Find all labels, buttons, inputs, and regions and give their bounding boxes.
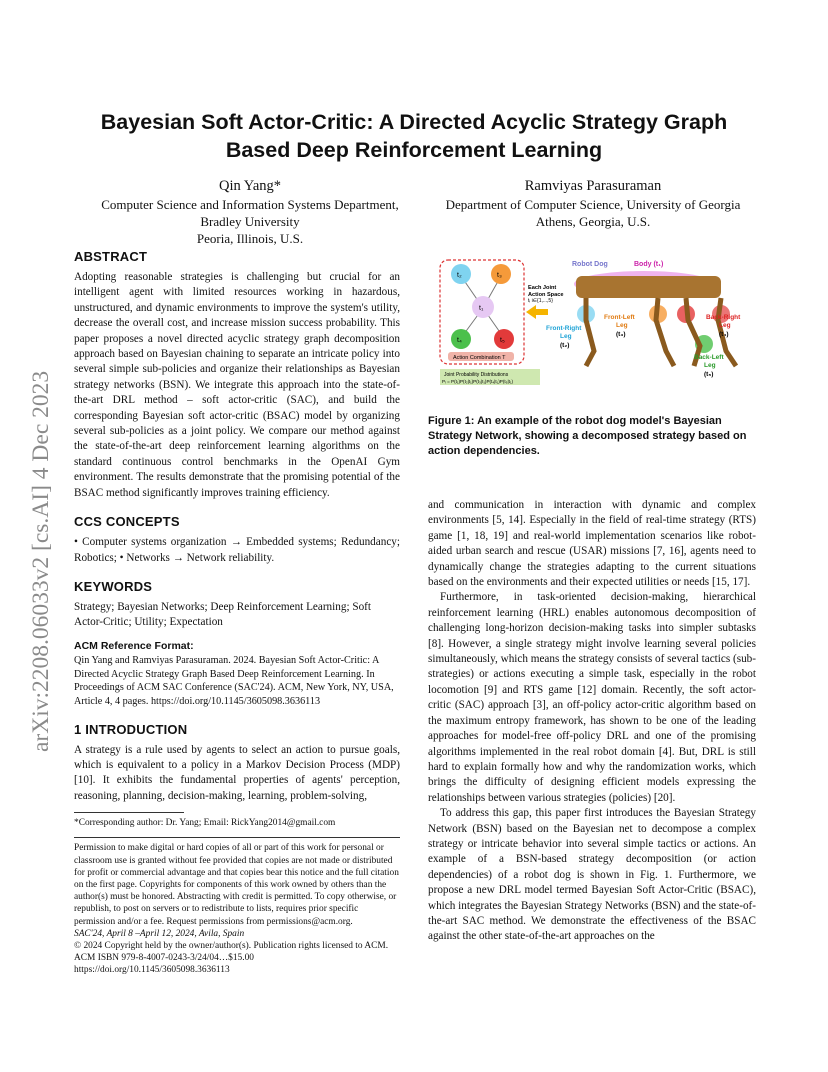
back-right-leg-label: Leg bbox=[719, 322, 731, 329]
right-paragraph-1: and communication in interaction with dynamic and complex environments [5, 14]. Especially in the field of real-time strategy (RTS) game [1, 18, 19] and real-world implementation scenarios like robot-aided urban search and rescue (USAR) missions [7, 16], agents need to dynamically change the strategies adapting to the current situations based on the environments and their expected utilities or needs [15, 17]. bbox=[428, 499, 756, 589]
right-column bbox=[428, 498, 756, 945]
doi: https://doi.org/10.1145/3605098.3636113 bbox=[74, 965, 230, 976]
abstract-text: Adopting reasonable strategies is challenging but crucial for an intelligent agent with limited resources working in hazardous, unstructured, and dynamic environments to improve the system's utility, decrease the overall cost, and increase mission success probability. This paper proposes a novel directed acyclic strategy graph decomposition approach based on Bayesian chaining to separate an intricate policy into several simple sub-policies and organize their relationships as Bayesian strategy networks (BSN). We integrate this approach into the state-of-the-art DRL method – soft actor-critic (SAC), and build the corresponding Bayesian soft actor-critic (BSAC) model by organizing several sub-policies as a joint policy. We compare our method against the state-of-the-art deep reinforcement learning algorithms on the standard continuous control benchmarks in the OpenAI Gym environment. The results demonstrate that the promising potential of the BSAC method significantly improves training efficiency. bbox=[74, 271, 400, 499]
author-2-name: Ramviyas Parasuraman bbox=[524, 178, 662, 194]
keywords-heading: KEYWORDS bbox=[74, 578, 153, 594]
copyright: © 2024 Copyright held by the owner/author(s). Publication rights licensed to ACM. bbox=[74, 940, 389, 951]
joint-prob-formula: Pᵢ = P(t₁)P(t₂|t₁)P(t₃|t₁)P(t₄|t₁)P(t₅|t₁) bbox=[442, 379, 514, 384]
figure-1-graphic bbox=[436, 256, 746, 386]
front-left-t-label: (t₃) bbox=[616, 331, 626, 338]
permission-rule bbox=[74, 837, 400, 838]
front-right-label: Front-Right bbox=[546, 325, 582, 332]
front-left-leg-label: Leg bbox=[616, 322, 628, 329]
action-space-sub: tᵢ i∈{1,...,5} bbox=[528, 298, 553, 304]
robot-dog-label: Robot Dog bbox=[572, 261, 608, 268]
arrow-icon bbox=[526, 305, 548, 319]
node-t3-label: t₃ bbox=[497, 272, 502, 279]
joint-prob-label: Joint Probability Distributions bbox=[444, 372, 509, 378]
leg-front-left bbox=[656, 298, 674, 366]
author-1-affil-1: Computer Science and Information Systems Department, bbox=[101, 197, 399, 212]
author-2-affil-1: Department of Computer Science, University of Georgia bbox=[445, 197, 741, 212]
robot-body bbox=[576, 276, 721, 298]
acm-ref-heading: ACM Reference Format: bbox=[74, 639, 194, 652]
author-1 bbox=[74, 178, 426, 247]
node-t2-label: t₂ bbox=[457, 272, 462, 279]
left-column bbox=[74, 248, 400, 977]
front-right-t-label: (t₂) bbox=[560, 342, 570, 349]
body-label: Body (t₁) bbox=[634, 261, 664, 268]
author-1-affil-2: Bradley University bbox=[200, 214, 300, 229]
permission-notice: Permission to make digital or hard copies of all or part of this work for personal or classroom use is granted without fee provided that copies are not made or distributed for profit or commercial advantage and that copies bear this notice and the full citation on the first page. Copyrights for components of this work owned by others than the author(s) must be honored. Abstracting with credit is permitted. To copy otherwise, or republish, to post on servers or to redistribute to lists, requires prior specific permission and/or a fee. Request permissions from permissions@acm.org. bbox=[74, 843, 399, 927]
ccs-heading: CCS CONCEPTS bbox=[74, 514, 180, 530]
author-2 bbox=[422, 178, 764, 230]
node-t1-label: t₁ bbox=[479, 305, 484, 312]
back-right-t-label: (t₄) bbox=[719, 331, 729, 338]
venue: SAC'24, April 8 –April 12, 2024, Avila, Spain bbox=[74, 928, 245, 939]
back-right-label: Back-Right bbox=[706, 314, 741, 321]
action-space-label: Action Space bbox=[528, 292, 564, 298]
arxiv-stamp bbox=[18, 300, 58, 760]
ccs-text: • Computer systems organization → Embedded systems; Redundancy; Robotics; • Networks → Network reliability. bbox=[74, 536, 400, 564]
isbn: ACM ISBN 979-8-4007-0243-3/24/04…$15.00 bbox=[74, 953, 254, 964]
author-1-name: Qin Yang* bbox=[218, 178, 282, 194]
figure-1 bbox=[436, 256, 746, 386]
author-1-affil-3: Peoria, Illinois, U.S. bbox=[196, 231, 304, 246]
front-left-label: Front-Left bbox=[604, 314, 635, 321]
arxiv-id: arXiv:2208.06033v2 [cs.AI] 4 Dec 2023 bbox=[28, 370, 54, 752]
each-joint-label: Each Joint bbox=[528, 285, 557, 291]
author-2-affil-2: Athens, Georgia, U.S. bbox=[535, 214, 651, 229]
node-t4-label: t₄ bbox=[457, 337, 462, 344]
footnote-rule bbox=[74, 812, 184, 813]
back-left-t-label: (t₅) bbox=[704, 371, 714, 378]
action-combination-label: Action Combination T bbox=[453, 355, 506, 361]
paper-title: Bayesian Soft Actor-Critic: A Directed Acyclic Strategy Graph Based Deep Reinforcement Learning bbox=[100, 110, 728, 162]
node-t5-label: t₅ bbox=[500, 337, 505, 344]
back-left-label: Back-Left bbox=[694, 354, 724, 361]
front-right-leg-label: Leg bbox=[560, 333, 572, 340]
keywords-text: Strategy; Bayesian Networks; Deep Reinforcement Learning; Soft Actor-Critic; Utility; Expectation bbox=[74, 600, 372, 629]
intro-heading: 1 INTRODUCTION bbox=[74, 721, 188, 737]
footnote: *Corresponding author: Dr. Yang; Email: RickYang2014@gmail.com bbox=[74, 818, 336, 829]
figure-1-caption: Figure 1: An example of the robot dog model's Bayesian Strategy Network, showing a decomposed strategy based on action dependencies. bbox=[428, 415, 747, 458]
right-paragraph-3: To address this gap, this paper first introduces the Bayesian Strategy Network (BSN) based on the Bayesian net to decompose a complex strategy or intricate behavior into several simple tactics or actions. An example of a BSN-based strategy decomposition (or action dependencies) of a robot dog is shown in Fig. 1. Furthermore, we propose a new DRL model termed Bayesian Soft Actor-Critic (BSAC), which integrates the Bayesian Strategy Networks (BSN) and the state-of-the-art SAC method. We demonstrate the effectiveness of the BSAC against the other state-of-the-art approaches on the bbox=[428, 807, 756, 943]
right-paragraph-2: Furthermore, in task-oriented decision-making, hierarchical reinforcement learning (HRL) enables autonomous decomposition of challenging long-horizon decision-making tasks into simpler subtasks [8]. However, a single strategy might involve learning several policies simultaneously, which means the strategy consists of several tactics (sub-strategies) or actions executing a simple task, especially in the robot locomotion [9] and RTS game [12] domain. Recently, the soft actor-critic (SAC) approach [3], an off-policy actor-critic algorithm based on the maximum entropy framework, has shown to be one of the leading approaches for model-free off-policy DRL and one of the promising algorithms implemented in the real robot domain [4]. But, DRL is still hard to explain formally how and why the randomization works, which brings the difficulty of designing efficient models expressing the relationships between various strategies (policies) [20]. bbox=[428, 591, 756, 804]
acm-ref-text: Qin Yang and Ramviyas Parasuraman. 2024. Bayesian Soft Actor-Critic: A Directed Acyclic Strategy Graph Based Deep Reinforcement Learning. In Proceedings of ACM SAC Conference (SAC'24). ACM, New York, NY, USA, Article 4, 4 pages. https://doi.org/10.1145/3605098.3636113 bbox=[74, 655, 394, 707]
back-left-leg-label: Leg bbox=[704, 362, 716, 369]
abstract-heading: ABSTRACT bbox=[74, 249, 148, 264]
intro-text: A strategy is a rule used by agents to select an action to pursue goals, which is equivalent to a policy in a Markov Decision Process (MDP) [10]. It exhibits the fundamental properties of agents' perception, reasoning, planning, decision-making, learning, problem-solving, bbox=[74, 743, 400, 802]
arxiv-stamp-svg bbox=[18, 300, 58, 760]
